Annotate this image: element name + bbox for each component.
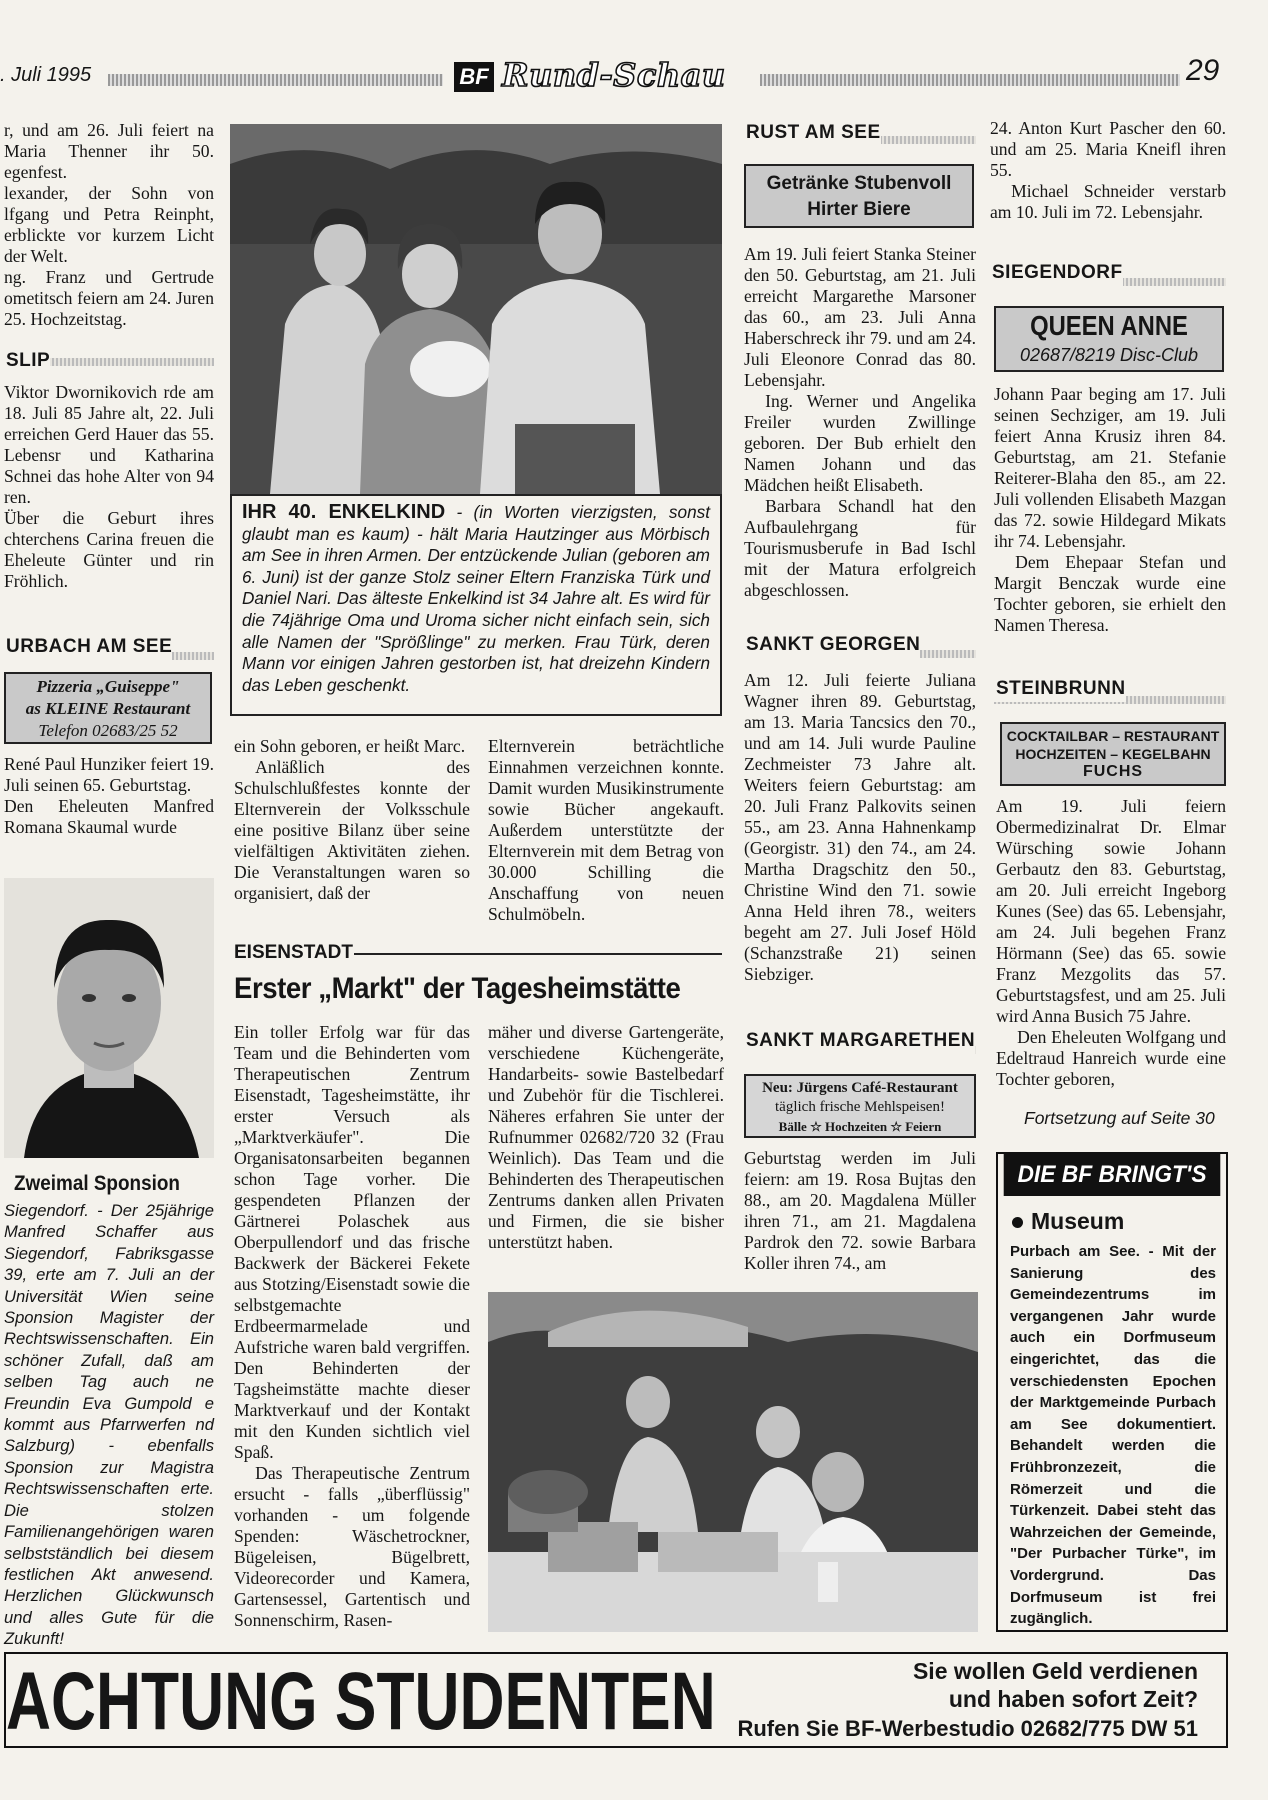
section-title: Rund-Schau [502,56,726,94]
eisenstadt-headline: Erster „Markt" der Tagesheimstätte [234,972,681,1005]
section-title-georgen: SANKT GEORGEN [744,632,920,658]
paragraph: r, und am 26. Juli feiert na Maria Thenner ihr 50. egenfest. [4,120,214,182]
queen-anne-ad [994,306,1224,372]
ad-line: Hirter Biere [807,199,911,220]
column-1-purbach [4,754,214,864]
ad-line: Telefon 02683/25 52 [38,721,178,740]
section-title-rust: RUST AM SEE [744,120,881,146]
ad-line: COCKTAILBAR – RESTAURANT [1006,728,1220,744]
students-ad-line2: und haben sofort Zeit? [948,1686,1198,1712]
pizzeria-ad [4,672,212,744]
paragraph: René Paul Hunziker feiert 19. Juli seinen 65. Geburtstag. [4,754,214,795]
ad-line: QUEEN ANNE [1030,310,1188,341]
bf-box-title: Museum [1031,1208,1125,1234]
students-ad-headline: ACHTUNG STUDENTEN [6,1656,716,1747]
paragraph: Ing. Werner und Angelika Freiler wurden Zwillinge geboren. Der Bub erhielt den Namen Johann und das Mädchen heißt Elisabeth. [744,391,976,495]
caption-text: - (in Worten vierzigsten, sonst glaubt man es kaum) - hält Maria Hautzinger aus Mörbisch am See in ihren Armen. Der entzückende Julian (geboren am 6. Juni) ist der ganze Stolz seiner Eltern Franziska Türk und Daniel Nari. Das älteste Enkelkind ist 34 Jahre alt. Es wird für die 74jährige Oma und Uroma sicher nicht einfach sein, sich alle Namen der "Sprößlinge" zu merken. Frau Türk, deren Mann vor einigen Jahren gestorben ist, hat dreizehn Kindern das Leben geschenkt. [242,502,711,695]
portrait-photo [4,878,214,1158]
family-image [230,124,722,494]
section-title-siegendorf: SIEGENDORF [990,260,1123,286]
paragraph: Am 19. Juli feiert Stanka Steiner den 50. Geburtstag, am 21. Juli erreicht Margarethe Marsoner das 60., am 23. Juli Anna Haberschreck ihr 79. und am 24. Juli Eleonore Conrad das 80. Lebensjahr. [744,244,976,390]
issue-date: . Juli 1995 [0,64,92,86]
bf-box-text: Purbach am See. - Mit der Sanierung des Gemeindezentrums im vergangenen Jahr wurde auch ein Dorfmuseum eingerichtet, das die verschiedensten Epochen der Marktgemeinde Purbach am See dokumentiert. Behandelt werden die Frühbronzezeit, die Römerzeit und die Türkenzeit. Dabei steht das Wahrzeichen der Gemeinde, "Der Purbacher Türke", im Vordergrund. Das Dorfmuseum ist frei zugänglich. [1010,1243,1216,1628]
students-ad-line3: Rufen Sie BF-Werbestudio 02682/775 DW 51 [737,1716,1198,1741]
paragraph: Den Eheleuten Manfred Romana Skaumal wurde [4,796,214,837]
column-1-intro [4,120,214,338]
paragraph: ein Sohn geboren, er heißt Marc. [234,736,466,756]
eisenstadt-kicker: EISENSTADT [234,942,353,963]
margarethen-text: Geburtstag werden im Juli feiern: am 19. Rosa Bujtas den 88., am 20. Magdalena Müller ihren 71., am 21. Magdalena Pardrok den 72. sowie Barbara Koller ihren 74., am [744,1148,976,1273]
paragraph: Johann Paar beging am 17. Juli seinen Sechziger, am 19. Juli feiert Anna Krusiz ihren 84. Geburtstag, am 21. Stefanie Reiterer-Blaha den 85., am 22. Juli vollenden Elisabeth Mazgan das 72. sowie Hildegard Mikats ihr 74. Lebensjahr. [994,384,1226,551]
photo1-caption-box [230,494,722,716]
grandmother-photo [230,124,722,494]
market-photo [488,1292,978,1632]
mid-text-left [234,736,470,932]
ad-line: Bälle ☆ Hochzeiten ☆ Feiern [778,1119,942,1134]
brand-logo: BF [454,62,494,92]
sponsion-title: Zweimal Sponsion [14,1172,180,1195]
paragraph: Michael Schneider verstarb am 10. Juli im 72. Lebensjahr. [990,181,1226,222]
georgen-text: Am 12. Juli feierte Juliana Wagner ihren 89. Geburtstag, am 13. Maria Tancsics den 70., und am 14. Juli wurde Pauline Zechmeister 73 Jahre alt. Weiters feiern Geburtstag: am 20. Juli Franz Palkovits seinen 55., am 23. Anna Hahnenkamp (Georgistr. 31) den 74., am 24. Martha Dragschitz den 50., Christine Wind den 71. sowie Anna Held ihren 78., weiters begeht am 27. Juli Josef Höld (Schanzstraße 21) seinen Siebziger. [744,670,976,984]
portrait-image [4,878,214,1158]
bf-brings-box [996,1152,1228,1632]
paragraph: 24. Anton Kurt Pascher den 60. und am 25. Maria Kneifl ihren 55. [990,118,1226,180]
students-ad-line1: Sie wollen Geld verdienen [912,1658,1198,1684]
paragraph: lexander, der Sohn von lfgang und Petra Reinpht, erblickte vor kurzem Licht der Welt. [4,183,214,266]
paragraph: ng. Franz und Gertrude ometitsch feiern am 24. Juren 25. Hochzeitstag. [4,267,214,329]
ad-line: Pizzeria „Guiseppe" [36,677,180,696]
section-title-margarethen: SANKT MARGARETHEN [744,1028,975,1054]
stubenvoll-ad [744,164,974,228]
column-1-slip [4,382,214,622]
market-image [488,1292,978,1632]
section-title-purbach: URBACH AM SEE [4,634,172,660]
bf-box-title-row [998,1196,1226,1241]
bf-box-header: DIE BF BRINGT'S [1004,1154,1221,1196]
sponsion-text: Siegendorf. - Der 25jährige Manfred Schaffer aus Siegendorf, Fabriksgasse 39, erte am 7. Juli an der Universität Wien seine Sponsion Magister der Rechtswissenschaften. Ein schöner Zufall, daß am selben Tag auch ne Freundin Eva Gumpold e kommt aus Pfarrwerfen nd Salzburg) - ebenfalls Sponsion zur Magistra Rechtswissenschaften erte. Die stolzen Familienangehörigen waren selbstständlich bei diesem festlichen Akt anwesend. Herzlichen Glückwunsch und alles Gute für die Zukunft! [4,1201,214,1649]
header-rule-left [108,74,443,86]
continued-note: Fortsetzung auf Seite 30 [1024,1108,1215,1128]
ad-line: FUCHS [1082,763,1144,780]
paragraph: Über die Geburt ihres chterchens Carina freuen die Eheleute Günter und rin Fröhlich. [4,508,214,591]
mid-text-right: Elternverein beträchtliche Einnahmen verzeichnen konnte. Damit wurden Musikinstrumente sowie Bücher angekauft. Außerdem unterstützte der Elternverein mit dem Betrag von 30.000 Schilling die Anschaffung von neuen Schulmöbeln. [488,736,724,924]
ad-line: Getränke Stubenvoll [766,173,952,194]
section-title-slip: SLIP [4,348,50,374]
paragraph: Am 19. Juli feiern Obermedizinalrat Dr. Elmar Würsching sowie Johann Gerbautz den 83. Geburtstag, am 20. Juli erreicht Ingeborg Kunes (See) das 65. Lebensjahr, am 24. Juli begehen Franz Hörmann (See) das 65. sowie Franz Mezgolits das 57. Geburtstagsfest, und am 25. Juli wird Anna Busich 75 Jahre. [996,796,1226,1026]
fuchs-ad [1000,722,1226,786]
siegendorf-text [994,384,1226,664]
eisenstadt-col-left [234,1022,470,1642]
bullet-icon [1012,1217,1023,1228]
ad-line: as KLEINE Restaurant [25,699,191,718]
ad-line: täglich frische Mehlspeisen! [775,1099,945,1115]
col5-intro [990,118,1226,248]
eisenstadt-col-right: mäher und diverse Gartengeräte, verschiedene Küchengeräte, Handarbeits- sowie Bastelbedarf und Zubehör für die Tischlerei. Näheres erfahren Sie unter der Rufnummer 02682/720 32 (Frau Weinlich). Das Team und die Behinderten des Therapeutischen Zentrums danken allen Privaten und Firmen, die sie bisher unterstützt haben. [488,1022,724,1252]
page-number: 29 [1186,54,1220,87]
page-header [0,52,1268,98]
section-title-steinbrunn: STEINBRUNN [994,676,1126,702]
paragraph: Ein toller Erfolg war für das Team und die Behinderten vom Therapeutischen Zentrum Eisenstadt, Tagesheimstätte, ihr erster Versuch als „Marktverkäufer". Die Organisatonsarbeiten begannen schon Tage vorher. Die gespendeten Pflanzen der Gärtnerei Polaschek aus Oberpullendorf und das frische Backwerk der Bäckerei Fekete aus Stotzing/Eisenstadt sowie die selbstgemachte Erdbeermarmelade und Aufstriche waren bald vergriffen. Den Behinderten der Tagsheimstätte machte dieser Marktverkauf und der Kontakt mit den Kunden sichtlich viel Spaß. [234,1022,470,1462]
paragraph: Viktor Dwornikovich rde am 18. Juli 85 Jahre alt, 22. Juli erreichen Gerd Hauer das 55. Lebensr und Katharina Schnei das hohe Alter von 94 ren. [4,382,214,507]
header-rule-right [760,74,1180,86]
paragraph: Den Eheleuten Wolfgang und Edeltraud Hanreich wurde eine Tochter geboren, [996,1027,1226,1089]
ad-line: Neu: Jürgens Café-Restaurant [762,1080,958,1096]
students-ad [4,1652,1228,1748]
ad-line: 02687/8219 Disc-Club [1019,345,1199,365]
paragraph: Barbara Schandl hat den Aufbaulehrgang für Tourismusberufe in Bad Ischl mit der Matura erfolgreich abgeschlossen. [744,496,976,600]
kicker-rule [354,953,722,955]
steinbrunn-text [996,796,1226,1088]
paragraph: Anläßlich des Schulschlußfestes konnte der Elternverein der Volksschule eine positive Bilanz über seine vielfältigen Aktivitäten ziehen. Die Veranstaltungen waren so organisiert, daß der [234,757,470,903]
ad-line: HOCHZEITEN – KEGELBAHN [1015,746,1211,762]
paragraph: Dem Ehepaar Stefan und Margit Benczak wurde eine Tochter geboren, sie erhielt den Namen Theresa. [994,552,1226,635]
juergens-ad [744,1074,976,1138]
caption-title: IHR 40. ENKELKIND [242,501,446,523]
rust-text [744,244,976,610]
paragraph: Das Therapeutische Zentrum ersucht - falls „überflüssig" vorhanden - um folgende Spenden: Wäschetrockner, Bügeleisen, Bügelbrett, Videorecorder und Kamera, Gartensessel, Gartentisch und Sonnenschirm, Rasen- [234,1463,470,1630]
